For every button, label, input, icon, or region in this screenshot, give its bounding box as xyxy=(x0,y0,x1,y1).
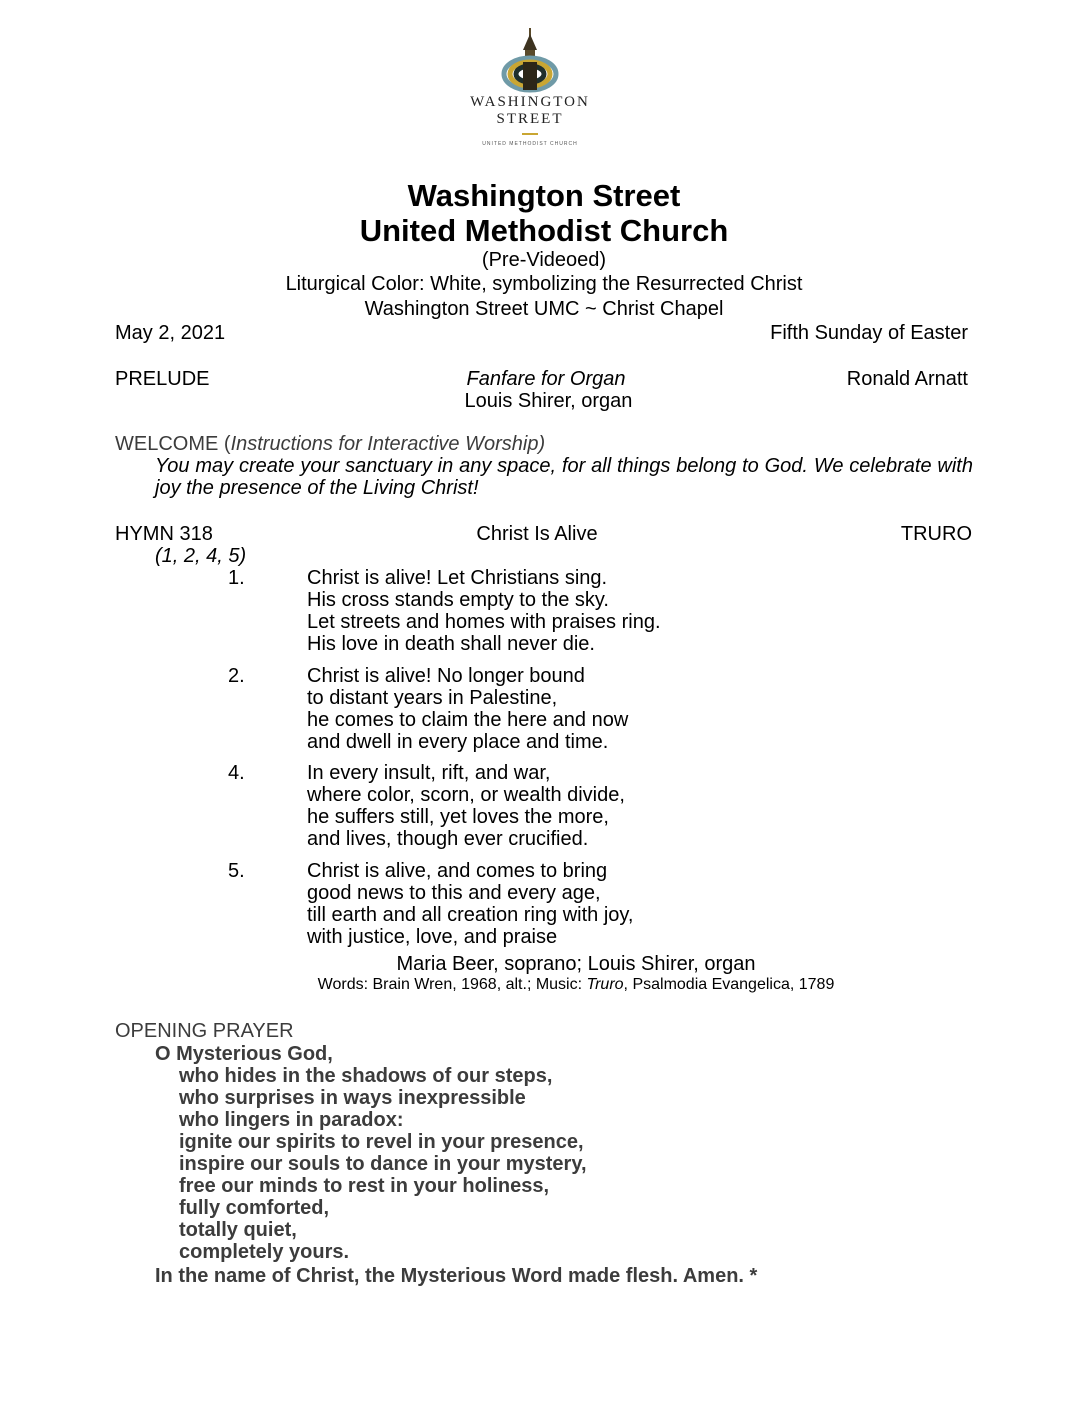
prayer-line: inspire our souls to dance in your mystery, xyxy=(179,1153,587,1175)
hymn-performers: Maria Beer, soprano; Louis Shirer, organ xyxy=(396,953,756,975)
logo-tagline: UNITED METHODIST CHURCH xyxy=(482,141,578,147)
prayer-line: totally quiet, xyxy=(179,1219,297,1241)
verse-line: till earth and all creation ring with joy, xyxy=(307,904,634,926)
logo-divider xyxy=(522,133,538,135)
verse-number: 5. xyxy=(228,860,245,882)
hymn-label: HYMN 318 xyxy=(115,523,213,545)
prayer-line: who surprises in ways inexpressible xyxy=(179,1087,526,1109)
welcome-note: Instructions for Interactive Worship) xyxy=(230,433,546,455)
verse-5 xyxy=(307,860,633,948)
church-logo xyxy=(455,28,605,153)
credit-tune: Truro xyxy=(586,976,624,993)
logo-line-washington: WASHINGTON xyxy=(470,94,590,110)
verse-line: His cross stands empty to the sky. xyxy=(307,589,609,611)
verse-number: 1. xyxy=(228,567,245,589)
hymn-credit xyxy=(0,976,1088,994)
prelude-label: PRELUDE xyxy=(115,368,210,390)
prayer-line: fully comforted, xyxy=(179,1197,330,1219)
verse-number: 2. xyxy=(228,665,245,687)
verse-line: Christ is alive, and comes to bring xyxy=(307,860,608,882)
steeple-icon xyxy=(501,28,559,94)
prayer-label: OPENING PRAYER xyxy=(115,1020,294,1042)
verse-line: Let streets and homes with praises ring. xyxy=(307,611,661,633)
service-date: May 2, 2021 xyxy=(115,322,226,344)
prayer-address: O Mysterious God, xyxy=(155,1043,333,1065)
verse-line: and dwell in every place and time. xyxy=(307,731,609,753)
verse-line: to distant years in Palestine, xyxy=(307,687,558,709)
credit-words: Words: Brain Wren, 1968, alt.; Music: xyxy=(317,976,587,993)
liturgical-color: Liturgical Color: White, symbolizing the Resurrected Christ xyxy=(285,273,803,295)
verse-4 xyxy=(307,762,625,850)
verse-line: good news to this and every age, xyxy=(307,882,601,904)
prayer-line: free our minds to rest in your holiness, xyxy=(179,1175,550,1197)
church-name-line2: United Methodist Church xyxy=(359,213,729,248)
hymn-verses-sung: (1, 2, 4, 5) xyxy=(155,545,247,567)
prayer-closing: In the name of Christ, the Mysterious Word made flesh. Amen. * xyxy=(155,1265,758,1287)
prayer-line: completely yours. xyxy=(179,1241,350,1263)
verse-line: His love in death shall never die. xyxy=(307,633,595,655)
prayer-body xyxy=(179,1065,587,1263)
prelude-title: Fanfare for Organ xyxy=(466,368,626,390)
hymn-title: Christ Is Alive xyxy=(476,523,598,545)
logo-line-street: STREET xyxy=(496,111,564,127)
service-location: Washington Street UMC ~ Christ Chapel xyxy=(364,298,724,320)
prayer-line: who lingers in paradox: xyxy=(179,1109,404,1131)
verse-line: Christ is alive! Let Christians sing. xyxy=(307,567,608,589)
verse-line: In every insult, rift, and war, xyxy=(307,762,551,784)
verse-line: he suffers still, yet loves the more, xyxy=(307,806,609,828)
prayer-line: who hides in the shadows of our steps, xyxy=(179,1065,553,1087)
verse-line: Christ is alive! No longer bound xyxy=(307,665,585,687)
liturgical-occasion: Fifth Sunday of Easter xyxy=(770,322,968,344)
verse-number: 4. xyxy=(228,762,245,784)
verse-line: where color, scorn, or wealth divide, xyxy=(307,784,625,806)
prelude-performer: Louis Shirer, organ xyxy=(464,390,633,412)
prelude-composer: Ronald Arnatt xyxy=(846,368,968,390)
verse-line: with justice, love, and praise xyxy=(307,926,558,948)
service-subtitle: (Pre-Videoed) xyxy=(481,249,607,271)
welcome-label: WELCOME ( xyxy=(115,433,231,455)
credit-source: , Psalmodia Evangelica, 1789 xyxy=(623,976,835,993)
hymn-tune: TRURO xyxy=(900,523,972,545)
welcome-body: You may create your sanctuary in any space, for all things belong to God. We celebrate with joy the presence of the Living Christ! xyxy=(155,455,973,499)
verse-line: and lives, though ever crucified. xyxy=(307,828,589,850)
prayer-line: ignite our spirits to revel in your presence, xyxy=(179,1131,584,1153)
verse-1 xyxy=(307,567,661,655)
welcome-heading xyxy=(115,433,545,456)
church-name-line1: Washington Street xyxy=(407,178,681,213)
verse-2 xyxy=(307,665,628,753)
verse-line: he comes to claim the here and now xyxy=(307,709,629,731)
